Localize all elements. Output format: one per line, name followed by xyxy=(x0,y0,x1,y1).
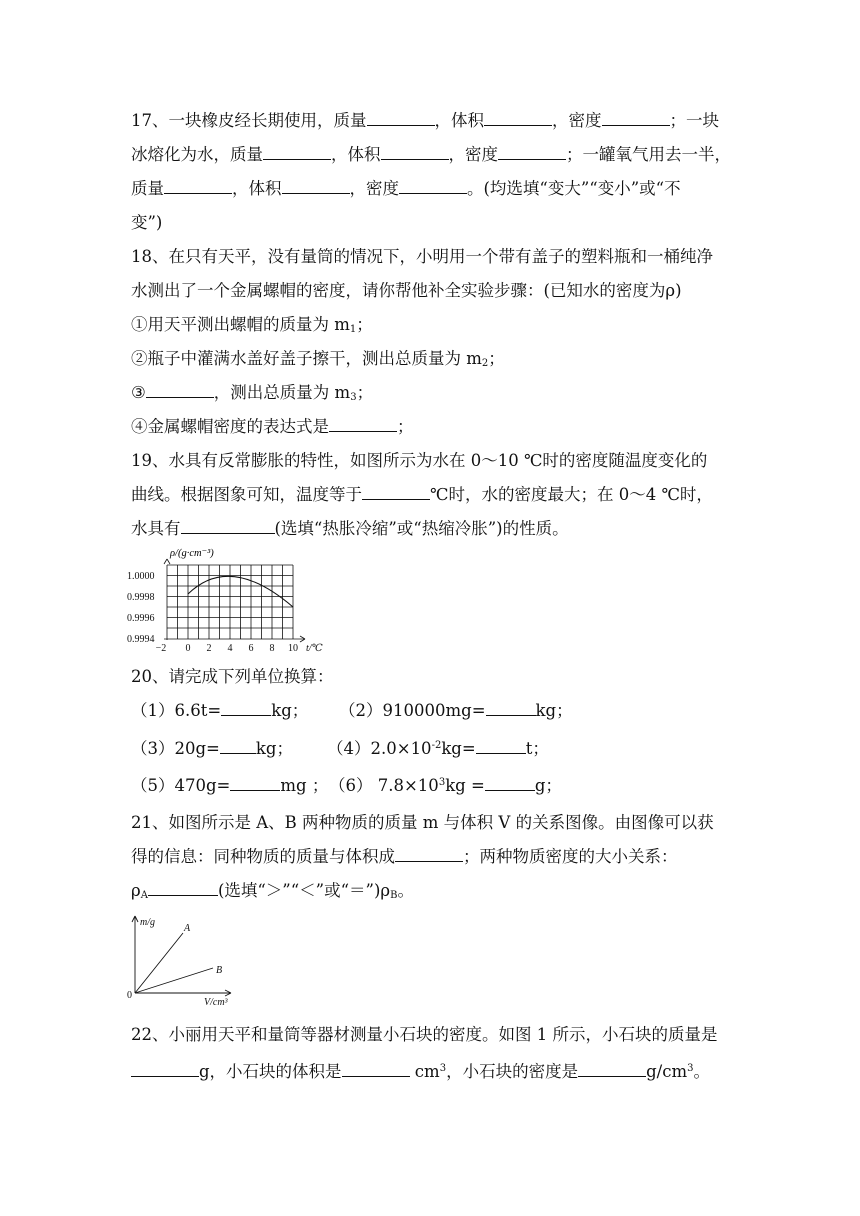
x-tick-label: 10 xyxy=(288,643,298,653)
q17-line-1: 17、一块橡皮经长期使用，质量 ，体积 ，密度 ；一块 xyxy=(131,111,719,130)
q21-line-2: 得的信息：同种物质的质量与体积成 ；两种物质密度的大小关系： xyxy=(131,847,678,866)
q19-line-1: 19、水具有反常膨胀的特性，如图所示为水在 0～10 ℃时的密度随温度变化的 xyxy=(131,451,708,470)
y-axis-label: m/g xyxy=(140,917,155,928)
y-tick-label: 1.0000 xyxy=(127,571,155,582)
answer-blank xyxy=(498,144,566,160)
x-tick-label: −2 xyxy=(155,643,167,653)
answer-blank xyxy=(221,700,271,716)
q21-line-1: 21、如图所示是 A、B 两种物质的质量 m 与体积 V 的关系图像。由图像可以获 xyxy=(131,813,714,832)
density-temperature-chart xyxy=(126,545,331,653)
answer-blank xyxy=(362,484,430,500)
q17-line-3: 质量 ，体积 ，密度 。(均选填“变大”“变小”或“不 xyxy=(131,179,681,198)
q20-row-2: （3）20g= kg； $(4)2.0\times 10^{-2}kg= t$； xyxy=(131,739,549,758)
answer-blank xyxy=(399,178,467,194)
x-tick-label: 8 xyxy=(269,643,275,653)
answer-blank xyxy=(148,880,218,896)
q18-step-3: ③ ，测出总质量为 $m_3$； xyxy=(131,383,374,403)
q21-line-3: $\rho_A$ (选填“＞”“＜”或“$=”)\rho_B$。 xyxy=(131,881,414,901)
line-b xyxy=(135,968,213,993)
answer-blank xyxy=(484,110,552,126)
y-tick-label: 0.9998 xyxy=(127,592,155,603)
q17-line-2: 冰熔化为水，质量 ，体积 ，密度 ；一罐氧气用去一半， xyxy=(131,145,731,164)
line-a xyxy=(135,933,183,993)
x-axis-label: V/cm³ xyxy=(204,997,228,1007)
q20-row-3: （5）470g= mg ；（6） $7.8\times 10^3kg = g$； xyxy=(131,776,562,795)
line-b-label: B xyxy=(216,965,223,976)
y-axis-label: ρ/(g·cm⁻³) xyxy=(170,548,214,559)
answer-blank xyxy=(282,178,350,194)
q18-step-4: ④金属螺帽密度的表达式是 ； xyxy=(131,417,414,436)
q22-line-2: g，小石块的体积是 $cm^3$，小石块的密度是 $g/cm^3$。 xyxy=(131,1058,710,1083)
q18-step-1: ①用天平测出螺帽的质量为 $m_1$； xyxy=(131,315,373,335)
q22-line-1: 22、小丽用天平和量筒等器材测量小石块的密度。如图 1 所示，小石块的质量是 xyxy=(131,1025,718,1044)
q19-line-2: 曲线。根据图象可知，温度等于 ℃时，水的密度最大；在 0～4 ℃时， xyxy=(131,485,713,504)
answer-blank xyxy=(164,178,232,194)
q20-row-1: （1）6.6t= kg； （2）910000mg= kg； xyxy=(131,701,573,720)
q18-step-2: ②瓶子中灌满水盖好盖子擦干，测出总质量为 $m_2$； xyxy=(131,349,505,369)
x-axis-arrow xyxy=(300,636,305,639)
answer-blank xyxy=(486,700,536,716)
answer-blank xyxy=(395,846,463,862)
x-tick-label: 4 xyxy=(227,643,233,653)
q20-title: 20、请完成下列单位换算： xyxy=(131,667,334,686)
y-tick-label: 0.9994 xyxy=(127,634,155,645)
y-tick-label: 0.9996 xyxy=(127,613,155,624)
answer-blank xyxy=(485,775,535,791)
x-axis-label: t/℃ xyxy=(306,643,323,653)
answer-blank xyxy=(146,382,214,398)
answer-blank xyxy=(220,738,256,754)
answer-blank xyxy=(381,144,449,160)
answer-blank xyxy=(230,775,280,791)
q18-line-2: 水测出了一个金属螺帽的密度，请你帮他补全实验步骤：(已知水的密度为ρ) xyxy=(131,281,682,300)
x-tick-label: 2 xyxy=(206,643,212,653)
answer-blank xyxy=(263,144,331,160)
x-tick-label: 0 xyxy=(185,643,191,653)
x-tick-label: 6 xyxy=(248,643,254,653)
answer-blank xyxy=(181,518,275,534)
answer-blank xyxy=(476,738,526,754)
answer-blank xyxy=(578,1061,646,1077)
line-a-label: A xyxy=(184,923,191,934)
answer-blank xyxy=(602,110,670,126)
mass-volume-chart xyxy=(126,911,246,1007)
q18-line-1: 18、在只有天平，没有量筒的情况下，小明用一个带有盖子的塑料瓶和一桶纯净 xyxy=(131,247,713,266)
answer-blank xyxy=(342,1061,410,1077)
answer-blank xyxy=(131,1061,199,1077)
x-axis-arrow xyxy=(225,990,231,993)
q19-line-3: 水具有 (选填“热胀冷缩”或“热缩冷胀”)的性质。 xyxy=(131,519,569,538)
origin-label: 0 xyxy=(127,990,132,1001)
answer-blank xyxy=(329,416,397,432)
y-axis-arrow xyxy=(164,559,167,564)
q17-line-4: 变”) xyxy=(131,213,163,232)
answer-blank xyxy=(367,110,435,126)
